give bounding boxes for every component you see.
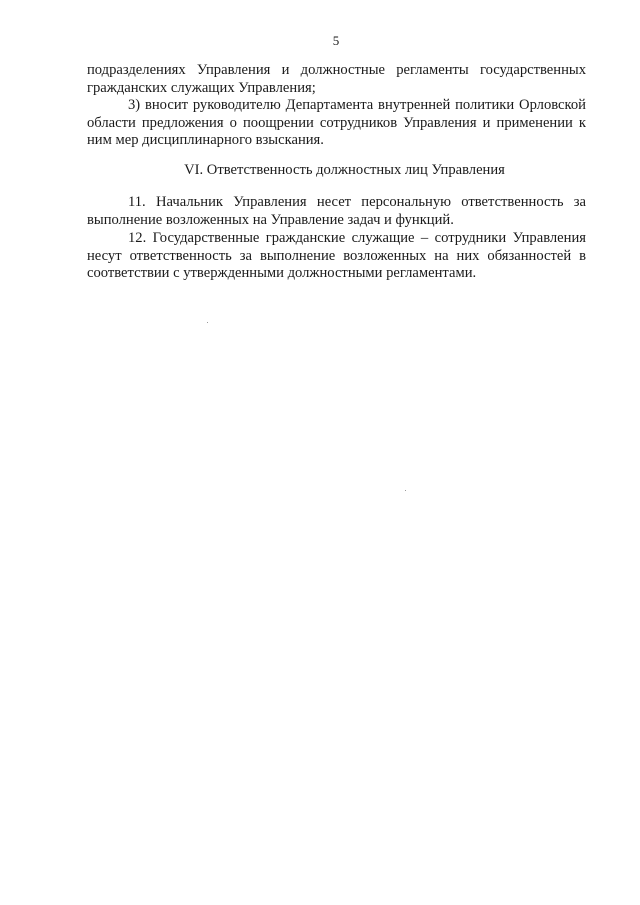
section-heading: VI. Ответственность должностных лиц Управления — [184, 162, 505, 178]
page-number: 5 — [332, 33, 340, 48]
paragraph-12: 12. Государственные гражданские служащие – сотрудники Управления несут ответственность за выполнение возложенных на них обязанностей в соответствии с утвержденными должностными регламентами. — [87, 230, 586, 282]
paragraph-item-3: 3) вносит руководителю Департамента внутренней политики Орловской области предложения о поощрении сотрудников Управления и применении к ним мер дисциплинарного взыскания. — [87, 97, 586, 149]
paragraph-11: 11. Начальник Управления несет персональную ответственность за выполнение возложенных на Управление задач и функций. — [87, 194, 586, 228]
scan-speck — [207, 322, 208, 323]
paragraph-continuation: подразделениях Управления и должностные регламенты государственных гражданских служащих Управления; — [87, 62, 586, 96]
scan-speck — [405, 490, 406, 491]
